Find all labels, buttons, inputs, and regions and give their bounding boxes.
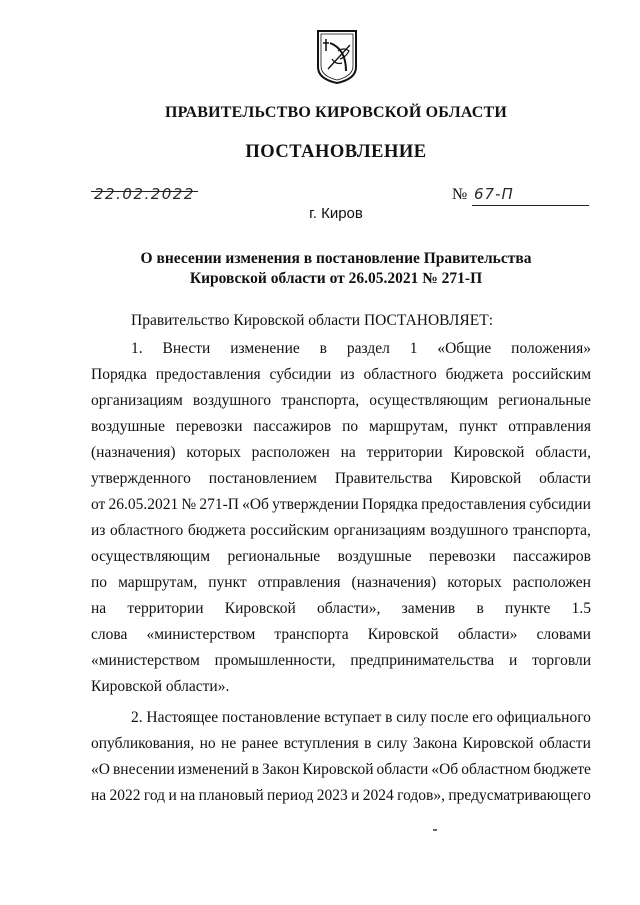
paragraph-2-line: [91, 785, 591, 807]
paragraph-1-line: [91, 520, 591, 542]
word: субсидии: [269, 366, 332, 383]
word: пункт: [208, 574, 247, 591]
word: ранее: [241, 735, 279, 752]
word: региональные: [227, 548, 321, 565]
word: воздушного: [192, 392, 272, 409]
word: осуществляющим: [91, 548, 211, 565]
paragraph-1-line: [91, 572, 591, 594]
word: организациям: [333, 522, 426, 539]
word: слова: [91, 626, 128, 643]
word: период: [266, 787, 314, 804]
word: расположен: [512, 574, 591, 591]
word: области»: [457, 626, 518, 643]
paragraph-1-line: [91, 598, 591, 620]
subject-line-2: Кировской области от 26.05.2021 № 271-П: [189, 270, 483, 287]
word: год: [143, 787, 166, 804]
word: которых: [186, 444, 241, 461]
document-type-title: ПОСТАНОВЛЕНИЕ: [245, 142, 427, 162]
word: на: [340, 444, 356, 461]
word: 1.5: [571, 600, 591, 617]
word: (назначения): [351, 574, 437, 591]
word: промышленности,: [214, 652, 336, 669]
coat-of-arms-icon: [316, 29, 358, 85]
word: официального: [496, 709, 591, 726]
word: в: [319, 340, 327, 357]
word: отправления: [257, 574, 341, 591]
paragraph-1-line: [91, 494, 591, 516]
number-label: №: [452, 186, 468, 203]
word: на: [91, 787, 107, 804]
word: отправления: [508, 418, 591, 435]
word: на: [180, 787, 196, 804]
document-subject: [16, 249, 640, 289]
word: областном: [461, 761, 531, 778]
word: перевозки: [429, 548, 496, 565]
word: не: [221, 735, 237, 752]
word: расположен: [251, 444, 330, 461]
word: торговли: [532, 652, 591, 669]
word: субсидии: [529, 496, 591, 513]
word: опубликования,: [91, 735, 195, 752]
word: но: [199, 735, 216, 752]
word: изменений: [177, 761, 249, 778]
word: 2024: [362, 787, 394, 804]
word: годов»,: [397, 787, 445, 804]
word: 26.05.2021: [108, 496, 179, 513]
government-title: ПРАВИТЕЛЬСТВО КИРОВСКОЙ ОБЛАСТИ: [164, 104, 508, 121]
word: изменение: [230, 340, 300, 357]
word: Закона: [412, 735, 458, 752]
scan-mark: [433, 829, 437, 831]
word: осуществляющим: [369, 392, 489, 409]
paragraph-1-line: [91, 546, 591, 568]
paragraph-2-line: [91, 733, 591, 755]
word: Кировской: [450, 470, 522, 487]
word: области: [539, 470, 591, 487]
word: областного: [363, 366, 437, 383]
city-label: г. Киров: [309, 205, 363, 222]
word: предпринимательства: [350, 652, 495, 669]
word: воздушные: [337, 548, 412, 565]
word: (назначения): [91, 444, 176, 461]
word: пассажиров: [253, 418, 332, 435]
document-date: 22.02.2022: [94, 185, 195, 203]
word: бюджета: [445, 366, 504, 383]
word: в: [251, 761, 259, 778]
word: Правительства: [334, 470, 433, 487]
word: 2.: [131, 709, 143, 726]
word: Кировской: [302, 761, 374, 778]
word: перевозки: [175, 418, 243, 435]
word: бюджета: [187, 522, 246, 539]
word: в: [385, 709, 393, 726]
word: организациям: [91, 392, 183, 409]
word: силу: [396, 709, 427, 726]
word: пункте: [505, 600, 551, 617]
date-underline: [91, 191, 198, 192]
word: областного: [110, 522, 184, 539]
word: словами: [536, 626, 591, 643]
paragraph-1-line: [91, 650, 591, 672]
word: на: [91, 600, 107, 617]
word: предусматривающего: [448, 787, 591, 804]
word: постановлением: [208, 470, 317, 487]
intro-sentence: Правительство Кировской области ПОСТАНОВЛЯЕТ:: [131, 312, 494, 329]
paragraph-1-line: [91, 624, 591, 646]
word: №: [181, 496, 197, 513]
word: положения»: [511, 340, 591, 357]
word: маршрутам,: [369, 418, 449, 435]
word: области,: [535, 444, 591, 461]
word: «Об: [431, 761, 459, 778]
word: российским: [512, 366, 591, 383]
word: бюджете: [533, 761, 591, 778]
word: плановый: [198, 787, 264, 804]
word: «Об: [242, 496, 269, 513]
word: российским: [250, 522, 330, 539]
word: раздел: [346, 340, 390, 357]
word: заменив: [401, 600, 456, 617]
word: утвержденного: [91, 470, 191, 487]
paragraph-1-line: [91, 390, 591, 412]
word: постановление: [221, 709, 321, 726]
word: транспорта,: [512, 522, 591, 539]
word: Кировской: [462, 735, 534, 752]
word: вступления: [283, 735, 359, 752]
paragraph-1-line: [91, 364, 591, 386]
word: в: [476, 600, 484, 617]
word: 2022: [109, 787, 141, 804]
word: Настоящее: [146, 709, 219, 726]
word: воздушного: [430, 522, 509, 539]
word: предоставления: [421, 496, 526, 513]
word: Порядка: [362, 496, 418, 513]
word: транспорта,: [281, 392, 360, 409]
word: предоставления: [155, 366, 261, 383]
word: и: [351, 787, 360, 804]
word: области: [539, 735, 591, 752]
word: области»,: [316, 600, 381, 617]
word: его: [472, 709, 493, 726]
word: Кировской: [453, 444, 525, 461]
word: «Общие: [437, 340, 492, 357]
word: по: [342, 418, 359, 435]
word: после: [430, 709, 469, 726]
word: территории: [127, 600, 204, 617]
word: в: [364, 735, 372, 752]
word: по: [91, 574, 108, 591]
document-number: 67-П: [474, 185, 514, 203]
word: региональные: [498, 392, 591, 409]
word: Кировской: [224, 600, 296, 617]
word: 1.: [131, 340, 143, 357]
word: силу: [376, 735, 408, 752]
subject-line-1: О внесении изменения в постановление Правительства: [140, 250, 532, 267]
word: «министерством: [146, 626, 256, 643]
word: Порядка: [91, 366, 147, 383]
paragraph-1-line: [91, 468, 591, 490]
word: которых: [447, 574, 502, 591]
word: внесении: [112, 761, 175, 778]
word: 2023: [316, 787, 348, 804]
paragraph-1-line: [91, 416, 591, 438]
word: территории: [366, 444, 443, 461]
word: из: [91, 522, 106, 539]
word: Внести: [162, 340, 211, 357]
word: маршрутам,: [118, 574, 198, 591]
paragraph-1-last-line: Кировской области».: [91, 678, 230, 695]
word: пункт: [458, 418, 498, 435]
word: транспорта: [274, 626, 349, 643]
word: 1: [409, 340, 418, 357]
word: «О: [91, 761, 110, 778]
word: утверждении: [272, 496, 359, 513]
paragraph-1-line: [131, 338, 591, 360]
word: «министерством: [91, 652, 200, 669]
paragraph-2-line: [91, 759, 591, 781]
word: и: [508, 652, 518, 669]
word: от: [91, 496, 106, 513]
word: вступает: [324, 709, 382, 726]
word: воздушные: [91, 418, 165, 435]
word: Кировской: [367, 626, 439, 643]
paragraph-1-line: [91, 442, 591, 464]
word: и: [168, 787, 177, 804]
word: Закон: [262, 761, 300, 778]
word: 271-П: [199, 496, 239, 513]
word: из: [340, 366, 355, 383]
paragraph-2-line: [131, 707, 591, 729]
word: пассажиров: [513, 548, 591, 565]
word: области: [376, 761, 429, 778]
